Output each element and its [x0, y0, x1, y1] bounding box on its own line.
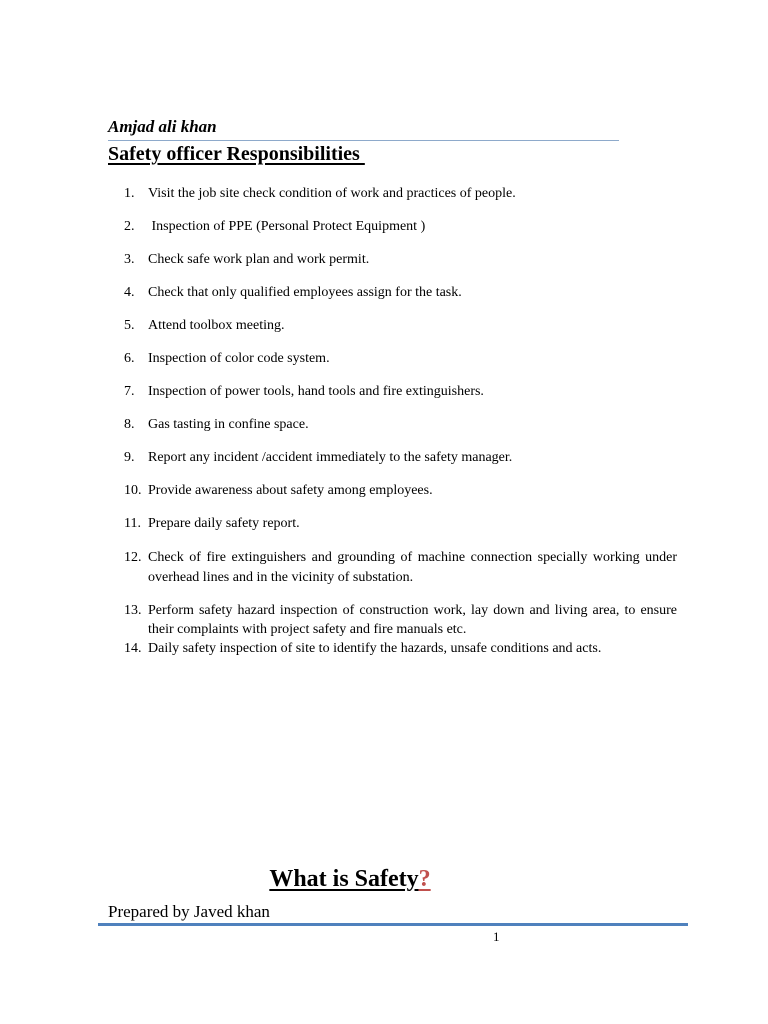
list-item-number: 1.: [124, 186, 135, 201]
list-item-text: Check of fire extinguishers and grounding of machine connection specially working under overhead lines and in the vicinity of substation.: [148, 550, 681, 585]
list-item-text: Daily safety inspection of site to identify the hazards, unsafe conditions and acts.: [148, 641, 602, 656]
list-item-number: 11.: [124, 516, 141, 531]
list-item-text: Check safe work plan and work permit.: [148, 252, 370, 267]
list-item: [124, 250, 677, 270]
list-item-text: Provide awareness about safety among employees.: [148, 483, 433, 498]
document-title: Safety officer Responsibilities: [108, 143, 365, 165]
list-item-text: Inspection of power tools, hand tools and fire extinguishers.: [148, 384, 484, 399]
list-item: [124, 349, 677, 369]
question-mark: ?: [418, 866, 431, 892]
list-item-number: 8.: [124, 417, 135, 432]
footer-divider: [98, 923, 688, 926]
list-item-text: Gas tasting in confine space.: [148, 417, 309, 432]
list-item-text: Attend toolbox meeting.: [148, 318, 285, 333]
list-item-number: 5.: [124, 318, 135, 333]
list-item-text: Visit the job site check condition of work and practices of people.: [148, 186, 516, 201]
list-item: [124, 448, 677, 468]
list-item: [124, 481, 677, 501]
list-item-number: 14.: [124, 641, 142, 656]
list-item-number: 9.: [124, 450, 135, 465]
question-heading: [0, 866, 700, 893]
list-item: [124, 184, 677, 204]
list-item-text: Inspection of color code system.: [148, 351, 330, 366]
list-item-text: Check that only qualified employees assign for the task.: [148, 285, 462, 300]
list-item: [124, 382, 677, 402]
list-item: [124, 514, 677, 534]
list-item-number: 12.: [124, 550, 142, 565]
list-item-number: 3.: [124, 252, 135, 267]
list-item: [124, 415, 677, 435]
list-item-number: 13.: [124, 603, 142, 618]
author-name: Amjad ali khan: [108, 117, 217, 136]
list-item-text: Report any incident /accident immediately to the safety manager.: [148, 450, 513, 465]
list-item: [124, 548, 681, 588]
list-item-number: 10.: [124, 483, 142, 498]
page-number: 1: [493, 929, 500, 944]
author-divider: [108, 140, 619, 141]
list-item-text: Perform safety hazard inspection of construction work, lay down and living area, to ensure their complaints with project safety and fire manuals etc.: [148, 603, 681, 637]
list-item: [124, 283, 677, 303]
list-item: [124, 639, 677, 659]
list-item-number: 6.: [124, 351, 135, 366]
list-item-number: 7.: [124, 384, 135, 399]
list-item-number: 2.: [124, 219, 135, 234]
list-item-text: Prepare daily safety report.: [148, 516, 300, 531]
footer-prepared-by: Prepared by Javed khan: [108, 902, 270, 921]
list-item: [124, 217, 677, 237]
list-item: [124, 316, 677, 336]
question-heading-text: What is Safety: [269, 866, 419, 892]
list-item: [124, 601, 681, 639]
responsibilities-list: [124, 184, 681, 659]
list-item-text: Inspection of PPE (Personal Protect Equipment ): [148, 219, 426, 234]
list-item-number: 4.: [124, 285, 135, 300]
